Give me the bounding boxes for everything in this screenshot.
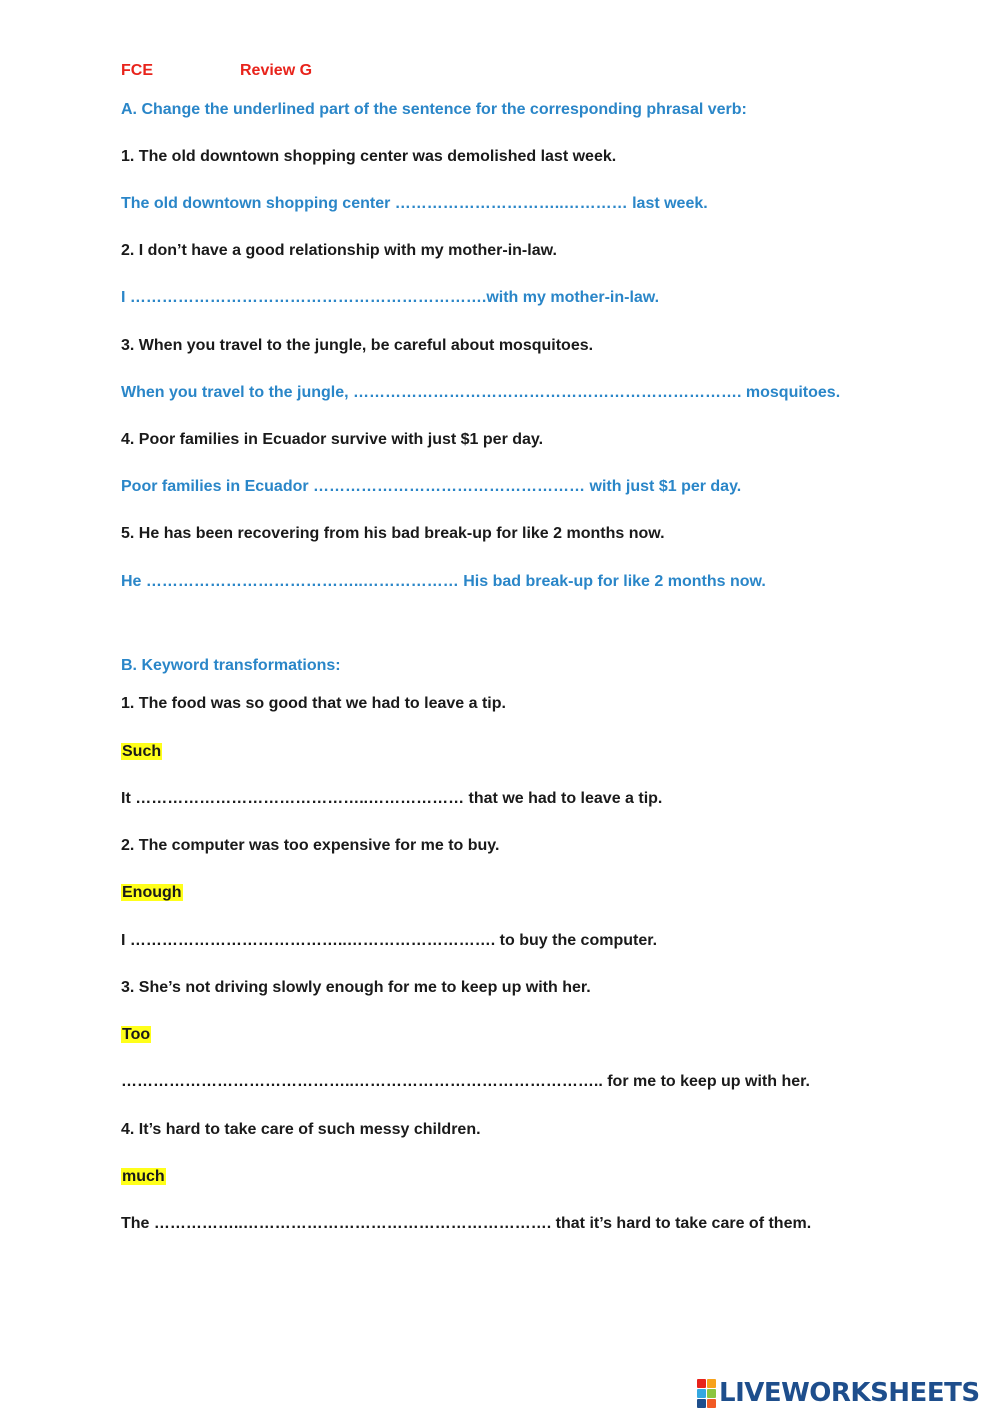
section-b-item-3-answer: ……………………………………..……………………………………….. for me to keep up with her. (121, 1073, 810, 1090)
section-b-item-1-sentence: 1. The food was so good that we had to leave a tip. (121, 695, 506, 712)
section-a-item-1-answer: The old downtown shopping center …………………………..………… last week. (121, 195, 708, 212)
section-b-instruction: B. Keyword transformations: (121, 657, 341, 674)
section-a-instruction: A. Change the underlined part of the sentence for the corresponding phrasal verb: (121, 101, 747, 118)
course-label: FCE (121, 62, 153, 79)
section-b-item-2-keyword-line (121, 883, 183, 903)
section-a-item-3-sentence: 3. When you travel to the jungle, be careful about mosquitoes. (121, 337, 594, 354)
liveworksheets-watermark (697, 1378, 980, 1408)
section-b-item-3-keyword-line (121, 1025, 151, 1045)
section-a-item-3-answer: When you travel to the jungle, ………………………………………………………………. mosquitoes. (121, 384, 841, 401)
section-b-item-2-sentence: 2. The computer was too expensive for me to buy. (121, 837, 500, 854)
keyword-highlight: much (122, 1168, 165, 1185)
section-a-item-5-answer: He …………………………………..……………… His bad break-up for like 2 months now. (121, 573, 766, 590)
liveworksheets-logo-icon (697, 1379, 716, 1408)
keyword-highlight: Too (122, 1026, 151, 1043)
keyword-highlight: Such (122, 743, 162, 760)
section-b-item-1-answer: It ……………………………………..……………… that we had to leave a tip. (121, 790, 663, 807)
section-a-item-1-sentence: 1. The old downtown shopping center was demolished last week. (121, 148, 617, 165)
section-a-item-4-sentence: 4. Poor families in Ecuador survive with just $1 per day. (121, 431, 544, 448)
section-a-item-5-sentence: 5. He has been recovering from his bad break-up for like 2 months now. (121, 525, 665, 542)
section-a-item-2-sentence: 2. I don’t have a good relationship with my mother-in-law. (121, 242, 557, 259)
section-a-item-4-answer: Poor families in Ecuador …………………………………………… with just $1 per day. (121, 478, 742, 495)
section-b-item-1-keyword-line (121, 742, 162, 762)
section-b-item-3-sentence: 3. She’s not driving slowly enough for me to keep up with her. (121, 979, 591, 996)
section-a-item-2-answer: I ………………………………………………………….with my mother-in-law. (121, 289, 660, 306)
section-b-item-4-answer: The ……………..…………………………………………………. that it’s hard to take care of them. (121, 1215, 812, 1232)
section-b-item-4-sentence: 4. It’s hard to take care of such messy children. (121, 1121, 481, 1138)
liveworksheets-brand: LIVEWORKSHEETS (719, 1378, 980, 1408)
keyword-highlight: Enough (122, 884, 182, 901)
section-b-item-4-keyword-line (121, 1167, 166, 1187)
section-b-item-2-answer: I …………………………………..………………………. to buy the computer. (121, 932, 658, 949)
worksheet-title: Review G (240, 62, 313, 79)
